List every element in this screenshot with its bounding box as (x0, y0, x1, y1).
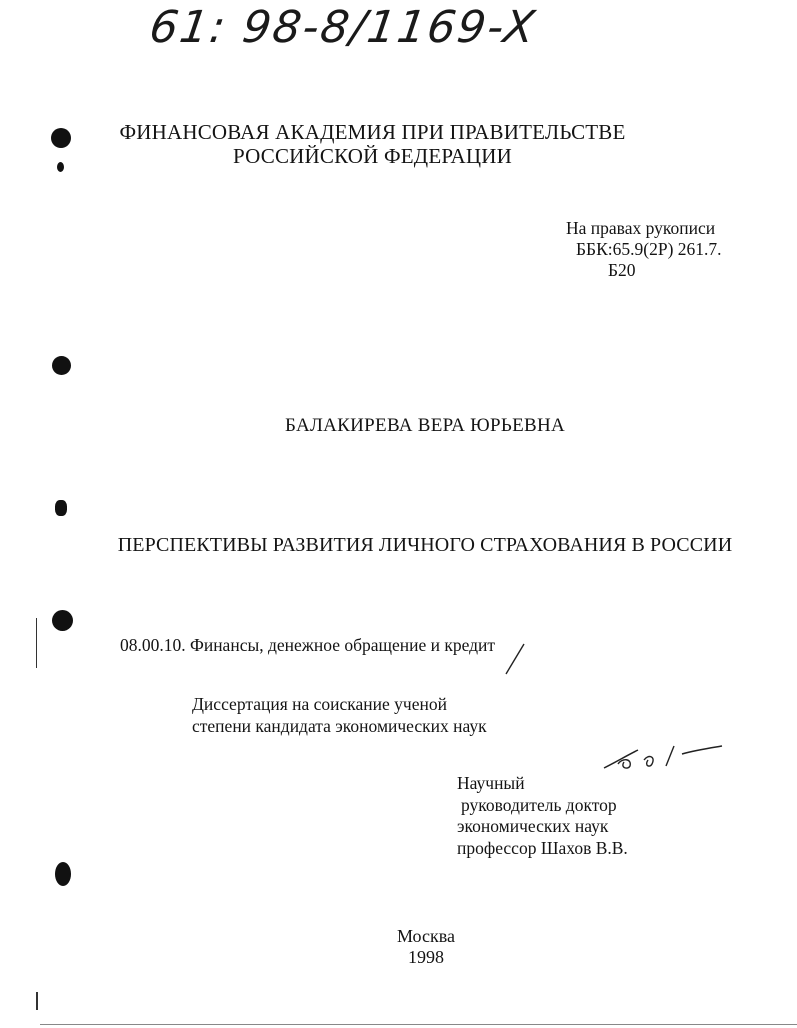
binding-hole-5 (55, 862, 71, 886)
thesis-title: ПЕРСПЕКТИВЫ РАЗВИТИЯ ЛИЧНОГО СТРАХОВАНИЯ В РОССИИ (117, 534, 733, 556)
scan-edge-left (36, 618, 37, 668)
dissertation-line-1: Диссертация на соискание ученой (192, 694, 447, 714)
author-name: БАЛАКИРЕВА ВЕРА ЮРЬЕВНА (284, 415, 565, 436)
supervisor-line-2: руководитель доктор (461, 794, 617, 815)
author-code: Б20 (608, 260, 636, 280)
dissertation-description (192, 693, 487, 737)
binding-hole-3 (55, 500, 67, 516)
organization-title (0, 120, 745, 168)
binding-hole-2 (52, 356, 71, 375)
pen-stroke-mark (500, 640, 530, 680)
organization-line-1: ФИНАНСОВАЯ АКАДЕМИЯ ПРИ ПРАВИТЕЛЬСТВЕ (119, 120, 626, 144)
handwritten-archive-code: 61: 98-8/1169-X (146, 2, 540, 53)
city: Москва (397, 926, 455, 946)
specialty-code: 08.00.10. Финансы, денежное обращение и кредит (120, 635, 496, 655)
rights-line-1: На правах рукописи (566, 218, 716, 238)
manuscript-rights-block (566, 218, 722, 281)
bbk-code: ББК:65.9(2Р) 261.7. (576, 239, 722, 259)
city-and-year (0, 926, 797, 968)
scan-edge-bottom (40, 1024, 797, 1025)
supervisor-line-1: Научный (457, 773, 525, 793)
supervisor-block (457, 773, 628, 859)
supervisor-line-3: экономических наук (457, 816, 609, 836)
binding-hole-4 (52, 610, 73, 631)
scan-edge-bottom-left (36, 992, 38, 1010)
dissertation-line-2: степени кандидата экономических наук (192, 716, 487, 736)
organization-line-2: РОССИЙСКОЙ ФЕДЕРАЦИИ (233, 144, 512, 168)
handwritten-signature (596, 738, 726, 778)
year: 1998 (408, 947, 444, 967)
supervisor-line-4: профессор Шахов В.В. (457, 837, 628, 858)
